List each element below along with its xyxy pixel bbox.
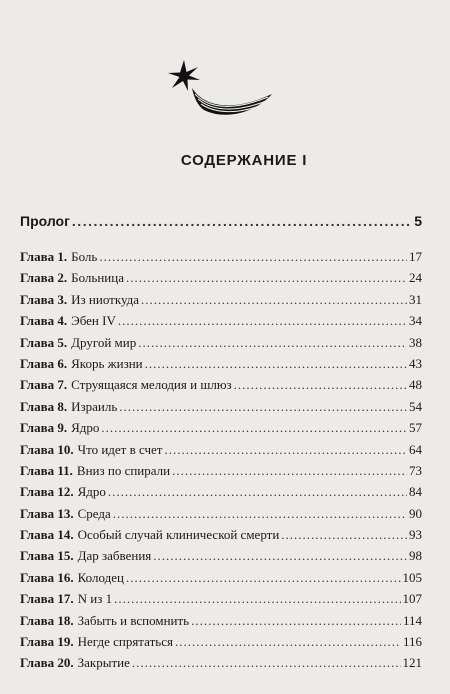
toc-entry[interactable] — [20, 591, 422, 612]
chapter-title: Из ниоткуда — [71, 291, 140, 307]
toc-entry[interactable] — [20, 377, 422, 398]
chapter-title: Особый случай клинической смерти — [77, 527, 280, 543]
chapter-label: Глава 15. — [20, 548, 74, 564]
chapter-title: Струящаяся мелодия и шлюз — [71, 377, 232, 393]
chapter-title: Забыть и вспомнить — [77, 612, 190, 628]
chapter-label: Глава 10. — [20, 441, 74, 457]
chapter-title: N из 1 — [77, 591, 113, 607]
dot-leader — [191, 613, 401, 629]
chapter-label: Глава 11. — [20, 462, 73, 478]
dot-leader — [153, 548, 407, 564]
dot-leader — [113, 506, 407, 522]
chapter-label: Глава 1. — [20, 249, 68, 264]
dot-leader — [138, 335, 407, 351]
toc-entry[interactable] — [20, 399, 422, 420]
dot-leader — [165, 442, 408, 458]
toc-entry[interactable] — [20, 335, 422, 356]
toc-entry[interactable] — [20, 420, 422, 441]
dot-leader — [118, 313, 407, 329]
page-number: 105 — [402, 569, 422, 585]
dot-leader — [281, 527, 407, 543]
chapter-title: Что идет в счет — [77, 441, 163, 457]
toc-entry[interactable] — [20, 655, 422, 676]
page-number: 64 — [409, 441, 422, 457]
toc-entry[interactable] — [20, 292, 422, 313]
prolog-title: Пролог — [20, 213, 70, 229]
dot-leader — [99, 249, 407, 265]
toc-entry[interactable] — [20, 548, 422, 569]
toc-entry[interactable] — [20, 463, 422, 484]
toc-entry[interactable] — [20, 249, 422, 270]
chapter-label: Глава 13. — [20, 505, 74, 521]
dot-leader — [72, 213, 412, 229]
page-number: 98 — [409, 548, 422, 564]
dot-leader — [234, 377, 407, 393]
chapter-label: Глава 8. — [20, 398, 68, 414]
chapter-title: Другой мир — [71, 334, 137, 350]
chapter-title: Якорь жизни — [71, 355, 143, 371]
table-of-contents — [20, 249, 422, 677]
dot-leader — [114, 591, 400, 607]
page-number: 54 — [409, 398, 422, 414]
chapter-title: Среда — [77, 505, 111, 521]
dot-leader — [126, 570, 401, 586]
chapter-title: Вниз по спирали — [76, 462, 171, 478]
page-number: 121 — [402, 655, 422, 671]
toc-entry[interactable] — [20, 527, 422, 548]
page-number: 38 — [409, 334, 422, 350]
dot-leader — [108, 484, 407, 500]
chapter-label: Глава 9. — [20, 420, 68, 436]
dot-leader — [119, 399, 407, 415]
contents-heading: СОДЕРЖАНИЕ I — [180, 152, 308, 169]
page-number: 107 — [402, 591, 422, 607]
page-number: 48 — [409, 377, 422, 393]
page-number: 84 — [409, 484, 422, 500]
chapter-label: Глава 19. — [20, 634, 74, 650]
toc-entry[interactable] — [20, 570, 422, 591]
chapter-label: Глава 5. — [20, 334, 68, 350]
chapter-label: Глава 2. — [20, 270, 68, 286]
page-number: 73 — [409, 462, 422, 478]
chapter-label: Глава 7. — [20, 377, 68, 393]
page-number: 34 — [409, 313, 422, 329]
page-number: 24 — [409, 270, 422, 286]
chapter-title: Боль — [71, 249, 98, 264]
toc-entry[interactable] — [20, 634, 422, 655]
page-number: 5 — [414, 213, 422, 229]
toc-entry[interactable] — [20, 313, 422, 334]
toc-entry[interactable] — [20, 270, 422, 291]
chapter-label: Глава 17. — [20, 591, 74, 607]
dot-leader — [126, 270, 407, 286]
chapter-title: Негде спрятаться — [77, 634, 173, 650]
chapter-label: Глава 20. — [20, 655, 74, 671]
dot-leader — [172, 463, 407, 479]
chapter-title: Израиль — [71, 398, 118, 414]
page-number: 31 — [409, 291, 422, 307]
chapter-title: Дар забвения — [77, 548, 152, 564]
shooting-star-icon — [168, 58, 274, 120]
chapter-label: Глава 16. — [20, 569, 74, 585]
chapter-title: Эбен IV — [71, 313, 116, 329]
dot-leader — [132, 655, 401, 671]
toc-entry[interactable] — [20, 613, 422, 634]
chapter-label: Глава 14. — [20, 527, 74, 543]
toc-entry[interactable] — [20, 506, 422, 527]
toc-entry[interactable] — [20, 442, 422, 463]
chapter-label: Глава 12. — [20, 484, 74, 500]
chapter-label: Глава 4. — [20, 313, 68, 329]
page-number: 43 — [409, 355, 422, 371]
dot-leader — [141, 292, 407, 308]
dot-leader — [101, 420, 407, 436]
chapter-title: Больница — [71, 270, 124, 286]
chapter-title: Ядро — [77, 484, 106, 500]
page-number: 114 — [402, 612, 422, 628]
toc-entry[interactable] — [20, 356, 422, 377]
toc-entry-prolog[interactable] — [20, 213, 422, 229]
page-number: 90 — [409, 505, 422, 521]
page-number: 93 — [409, 527, 422, 543]
chapter-label: Глава 3. — [20, 291, 68, 307]
dot-leader — [145, 356, 407, 372]
dot-leader — [175, 634, 401, 650]
chapter-label: Глава 6. — [20, 355, 68, 371]
page-number: 116 — [402, 634, 422, 650]
page-number: 17 — [409, 249, 422, 264]
page-number: 57 — [409, 420, 422, 436]
chapter-label: Глава 18. — [20, 612, 74, 628]
chapter-title: Колодец — [77, 569, 124, 585]
toc-entry[interactable] — [20, 484, 422, 505]
chapter-title: Закрытие — [77, 655, 130, 671]
chapter-title: Ядро — [71, 420, 100, 436]
